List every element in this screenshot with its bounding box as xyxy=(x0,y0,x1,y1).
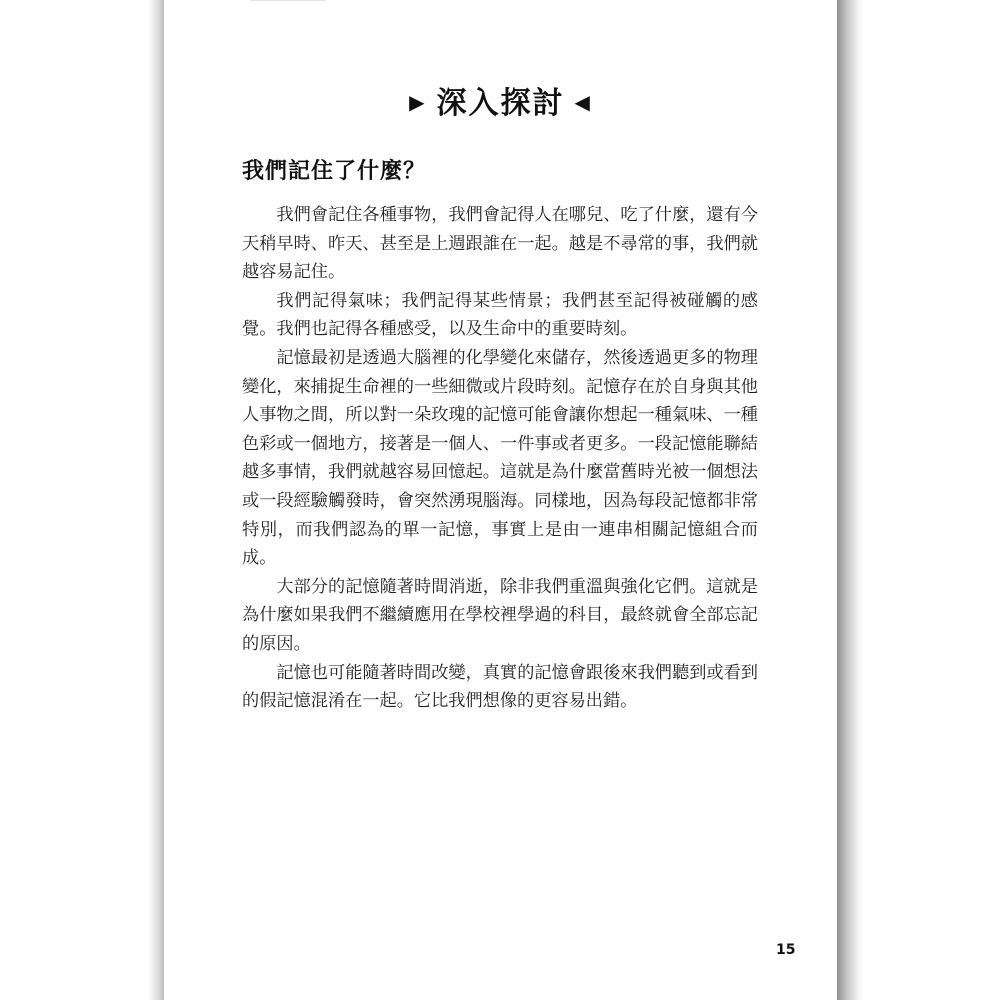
paragraph: 記憶也可能隨著時間改變，真實的記憶會跟後來我們聽到或看到的假記憶混淆在一起。它比我們想像的更容易出錯。 xyxy=(242,662,758,712)
section-header xyxy=(164,78,837,122)
article-title: 我們記住了什麼？ xyxy=(242,159,427,184)
page-left-shadow xyxy=(148,0,164,1000)
section-header-text: 深入探討 xyxy=(436,86,565,121)
paragraph: 我們記得氣味；我們記得某些情景；我們甚至記得被碰觸的感覺。我們也記得各種感受，以及生命中的重要時刻。 xyxy=(242,290,758,340)
book-page xyxy=(164,0,837,1000)
paragraph: 我們會記住各種事物，我們會記得人在哪兒、吃了什麼，還有今天稍早時、昨天、甚至是上週跟誰在一起。越是不尋常的事，我們就越容易記住。 xyxy=(242,205,758,283)
triangle-left-icon: ◀ xyxy=(574,90,592,114)
article-body xyxy=(242,201,758,716)
top-edge-mark xyxy=(250,0,326,1)
page-gutter-shadow xyxy=(837,0,863,1000)
page-number: 15 xyxy=(776,942,796,958)
paragraph: 大部分的記憶隨著時間消逝，除非我們重溫與強化它們。這就是為什麼如果我們不繼續應用在學校裡學過的科目，最終就會全部忘記的原因。 xyxy=(242,576,758,654)
paragraph: 記憶最初是透過大腦裡的化學變化來儲存，然後透過更多的物理變化，來捕捉生命裡的一些細微或片段時刻。記憶存在於自身與其他人事物之間，所以對一朵玫瑰的記憶可能會讓你想起一種氣味、一種色彩或一個地方，接著是一個人、一件事或者更多。一段記憶能聯結越多事情，我們就越容易回憶起。這就是為什麼當舊時光被一個想法或一段經驗觸發時，會突然湧現腦海。同樣地，因為每段記憶都非常特別，而我們認為的單一記憶，事實上是由一連串相關記憶組合而成。 xyxy=(242,347,758,569)
triangle-right-icon: ▶ xyxy=(409,90,427,114)
